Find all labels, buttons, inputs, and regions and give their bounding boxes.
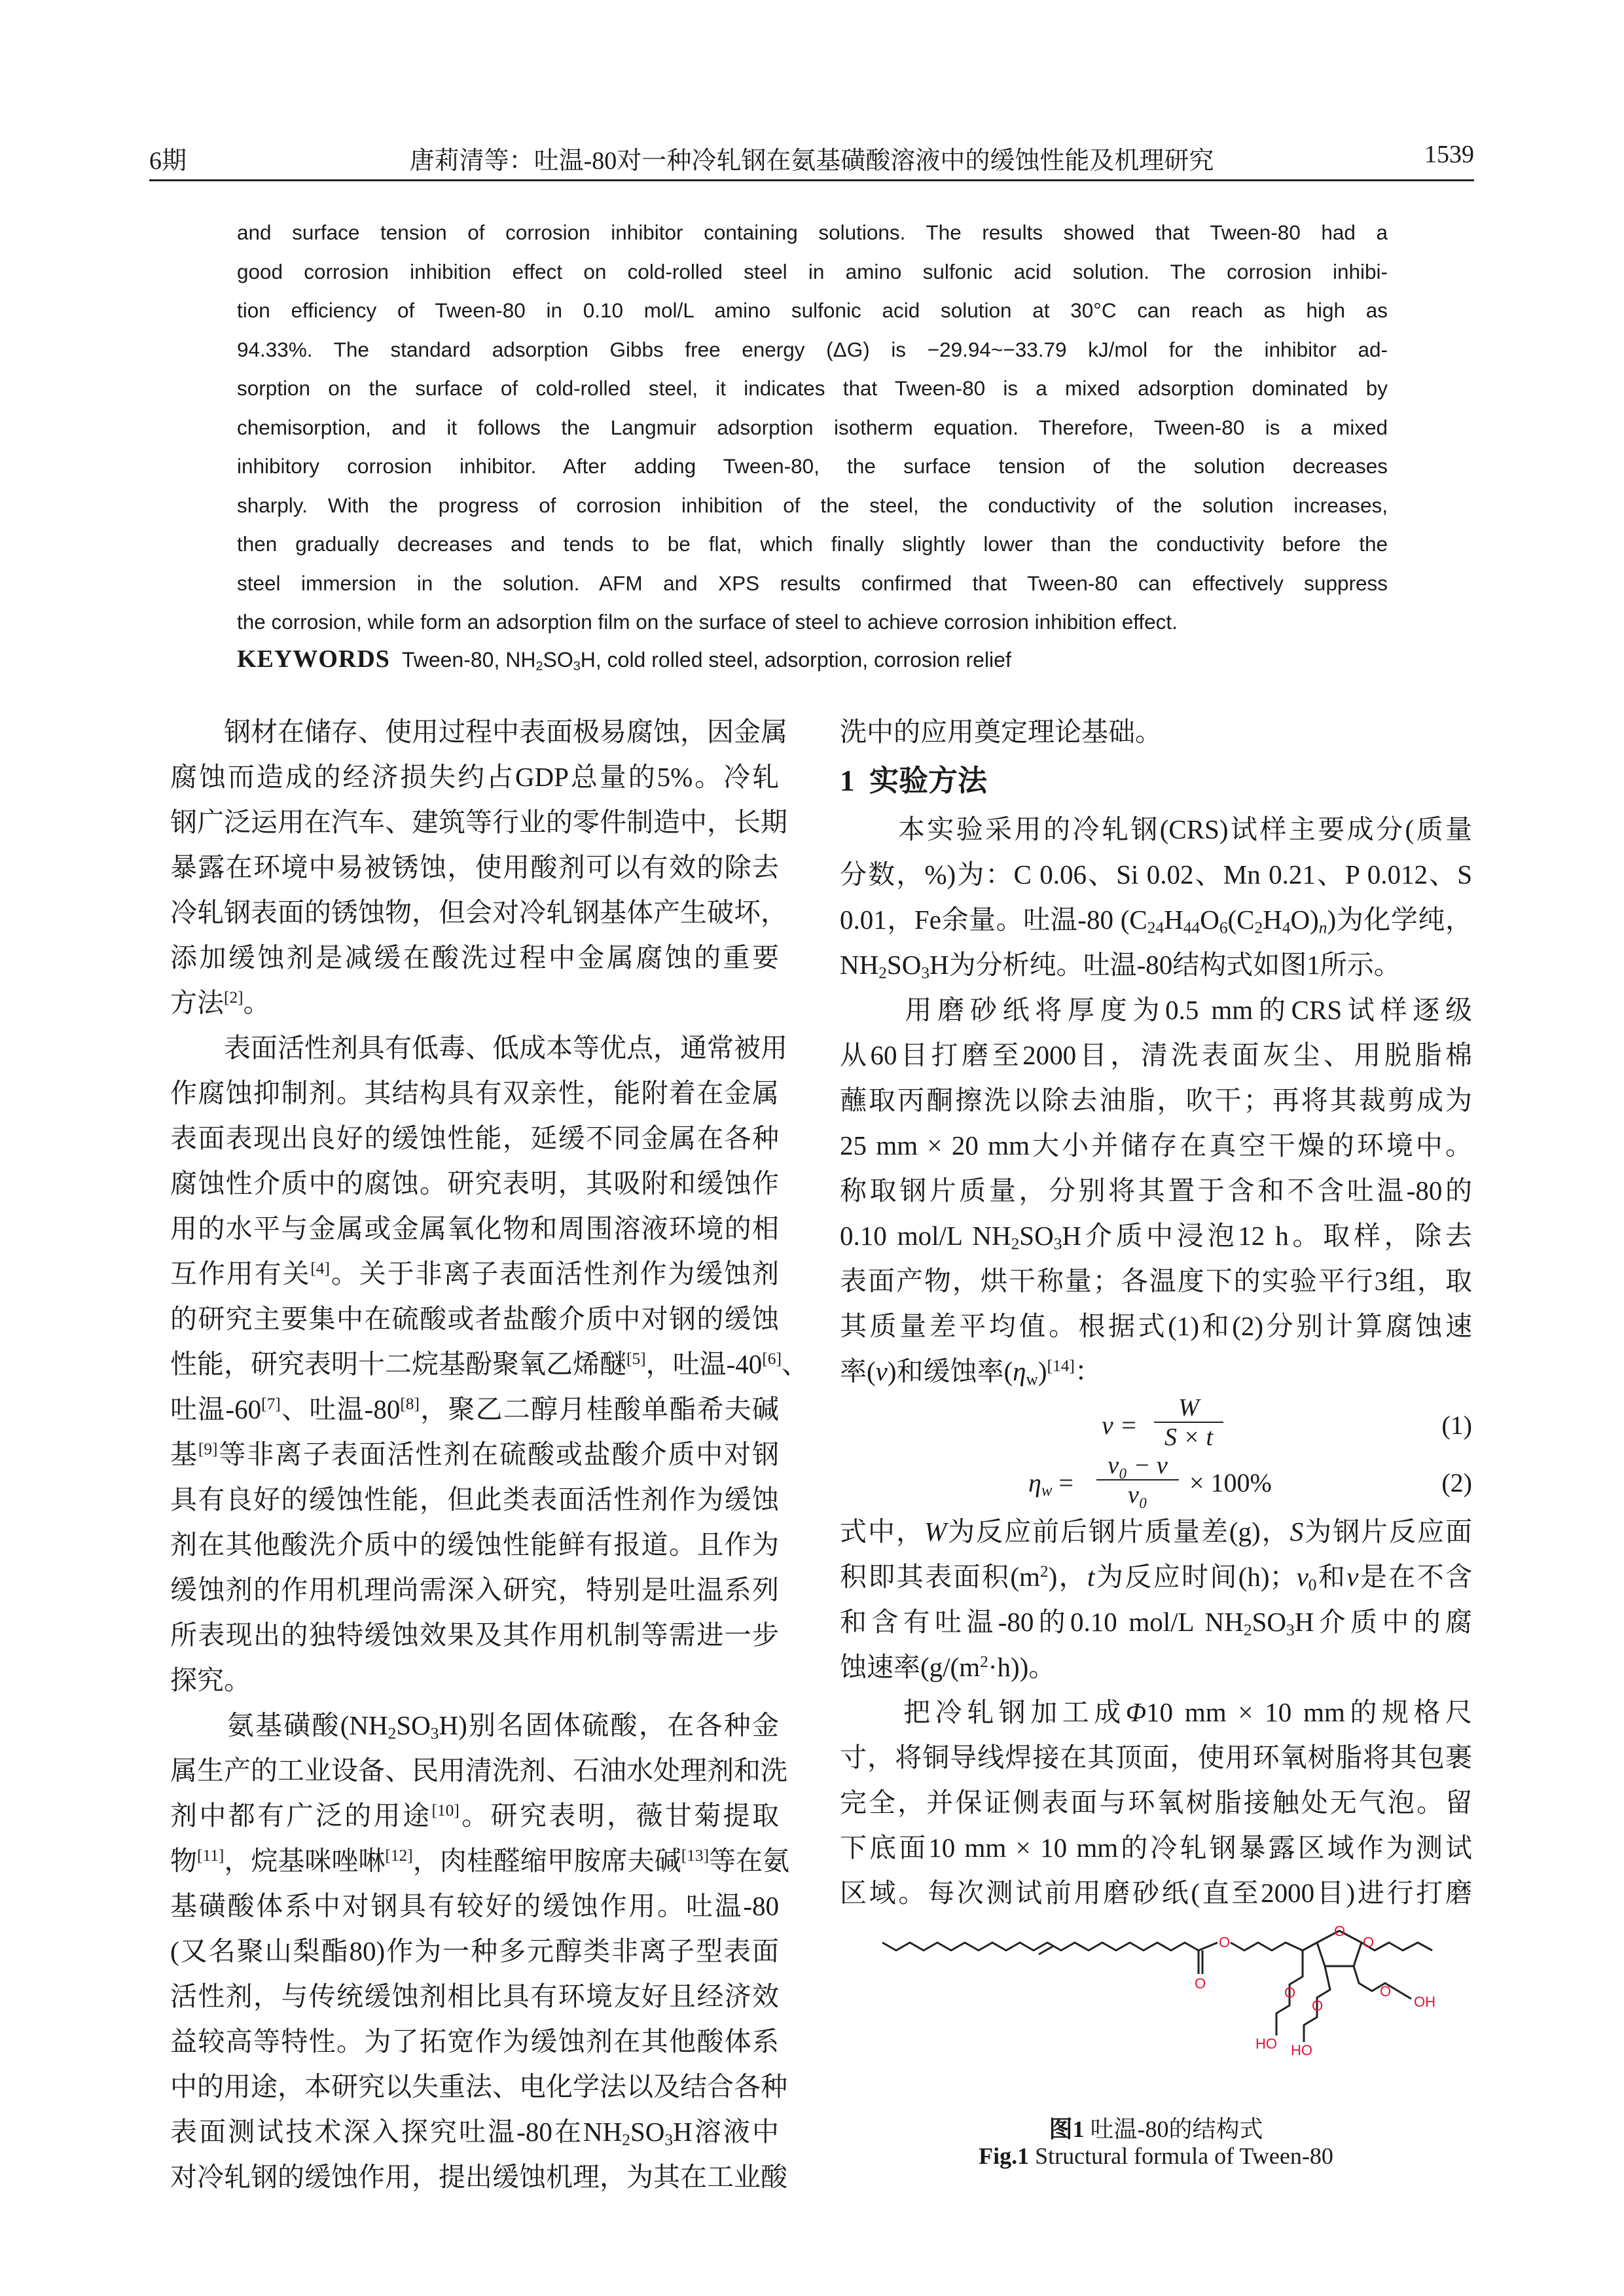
text-line: 分数，%)为：C 0.06、Si 0.02、Mn 0.21、P 0.012、S [840, 859, 1472, 889]
abstract-line: steel immersion in the solution. AFM and XPS results confirmed that Tween-80 can effectively suppress [237, 571, 1388, 595]
running-header [149, 136, 1474, 175]
citation: [9] [198, 1440, 218, 1459]
abstract-line: sorption on the surface of cold-rolled steel, it indicates that Tween-80 is a mixed adsorption dominated by [237, 376, 1388, 400]
equation-2-denominator: v₀ [1127, 1481, 1148, 1509]
text-line: 表面表现出良好的缓蚀性能，延缓不同金属在各种 [170, 1123, 779, 1153]
text-line: 用磨砂纸将厚度为0.5 mm的CRS试样逐级 [840, 995, 1472, 1025]
text-line: 从60目打磨至2000目，清洗表面灰尘、用脱脂棉 [840, 1040, 1472, 1070]
text-line: 属生产的工业设备、民用清洗剂、石油水处理剂和洗 [170, 1755, 787, 1785]
abstract-line: good corrosion inhibition effect on cold-rolled steel in amino sulfonic acid solution. The corrosion inhibi- [237, 259, 1388, 283]
keywords-text: Tween-80, $NH_2SO_3H$, cold rolled steel, adsorption, corrosion relief [401, 648, 1011, 673]
oxygen-atom: O [1380, 1983, 1392, 2000]
keywords-label: KEYWORDS [237, 645, 390, 673]
hydroxyl-group: HO [1255, 2036, 1277, 2052]
equation-1-numerator: W [1178, 1394, 1199, 1422]
abstract-line: chemisorption, and it follows the Langmuir adsorption isotherm equation. Therefore, Tween-80 is a mixed [237, 415, 1388, 439]
equation-1-denominator: S × t [1164, 1424, 1214, 1451]
page-number: 1539 [1424, 141, 1474, 168]
citation: [10] [431, 1801, 460, 1820]
text-line: 下底面10 mm × 10 mm的冷轧钢暴露区域作为测试 [840, 1833, 1472, 1863]
text-line: 基磺酸体系中对钢具有较好的缓蚀作用。吐温-80 [170, 1891, 779, 1921]
text-line: 和含有吐温-80的0.10 mol/L $NH_2SO_3H$介质中的腐 [840, 1607, 1473, 1640]
keywords [237, 645, 1388, 684]
citation: [8] [400, 1395, 420, 1414]
structural-formula-figure [877, 1924, 1466, 2088]
ethoxy-chain [1231, 1943, 1317, 1950]
text-line: 腐蚀性介质中的腐蚀。研究表明，其吸附和缓蚀作 [170, 1168, 779, 1198]
text-line: 0.10 mol/L $NH_2SO_3H$介质中浸泡12 h。取样，除去 [840, 1221, 1473, 1253]
oxygen-atom: O [1334, 1923, 1346, 1939]
citation: [11] [197, 1846, 225, 1865]
text-line: 完全，并保证侧表面与环氧树脂接触处无气泡。留 [840, 1787, 1472, 1818]
equation-2-tail: × 100% [1189, 1468, 1272, 1498]
equation-2-lhs: $\eta_w$ = [1028, 1468, 1074, 1500]
text-line: 钢广泛运用在汽车、建筑等行业的零件制造中，长期 [170, 807, 787, 837]
abstract-line: sharply. With the progress of corrosion inhibition of the steel, the conductivity of the solution increases, [237, 493, 1388, 517]
text-line: 性能，研究表明十二烷基酚聚氧乙烯醚[5]，吐温-40[6]、 [170, 1349, 808, 1379]
equation-1-number: (1) [1441, 1410, 1472, 1440]
text-line: 腐蚀而造成的经济损失约占GDP总量的5%。冷轧 [170, 762, 779, 792]
text-line: $NH_2SO_3H$为分析纯。吐温-80结构式如图1所示。 [840, 950, 1401, 982]
oxygen-atom: O [1284, 1984, 1296, 2001]
section-number: 1 [840, 764, 855, 797]
text-line: 0.01，Fe余量。吐温-80 $(C_{24}H_{44}O_6(C_2H_4O)_n)$为化学纯， [840, 905, 1472, 937]
abstract-line: tion efficiency of Tween-80 in 0.10 mol/L amino sulfonic acid solution at 30°C can reach as high as [237, 298, 1388, 322]
citation: [4] [310, 1259, 330, 1278]
equation-2 [840, 1452, 1472, 1509]
abstract-line: inhibitory corrosion inhibitor. After adding Tween-80, the surface tension of the solution decreases [237, 454, 1388, 478]
text-line: 方法[2]。 [170, 988, 270, 1018]
text-line: 所表现出的独特缓蚀效果及其作用机制等需进一步 [170, 1620, 779, 1650]
text-line: 暴露在环境中易被锈蚀，使用酸剂可以有效的除去 [170, 852, 779, 882]
abstract-line: 94.33%. The standard adsorption Gibbs free energy (ΔG) is −29.94~−33.79 kJ/mol for the inhibitor ad- [237, 337, 1388, 361]
section-heading [840, 755, 1472, 807]
issue-number: 6期 [149, 147, 187, 175]
text-line: 表面测试技术深入探究吐温-80在$NH_2SO_3H$溶液中 [170, 2117, 780, 2149]
oxygen-atom: O [1195, 1975, 1206, 1992]
citation: [13] [681, 1846, 710, 1865]
text-line: 添加缓蚀剂是减缓在酸洗过程中金属腐蚀的重要 [170, 942, 779, 973]
running-title: 唐莉清等：吐温-80对一种冷轧钢在氨基磺酸溶液中的缓蚀性能及机理研究 [409, 147, 1214, 175]
text-line: 剂在其他酸洗介质中的缓蚀性能鲜有报道。且作为 [170, 1530, 779, 1560]
carbon-chain [882, 1931, 1432, 2042]
text-line: 率(v)和缓蚀率$(\eta_w)[14]$： [840, 1356, 1102, 1389]
oxygen-atom: O [1363, 1934, 1375, 1950]
citation: [7] [261, 1395, 281, 1414]
citation: [14] [1047, 1357, 1075, 1376]
header-rule [149, 179, 1474, 181]
abstract-line: the corrosion, while form an adsorption film on the surface of steel to achieve corrosion inhibition effect. [237, 610, 1178, 634]
text-line: 益较高等特性。为了拓宽作为缓蚀剂在其他酸体系 [170, 2026, 779, 2056]
section-title: 实验方法 [869, 764, 988, 797]
text-line: 缓蚀剂的作用机理尚需深入研究，特别是吐温系列 [170, 1575, 779, 1605]
text-line: 互作用有关[4]。关于非离子表面活性剂作为缓蚀剂 [170, 1259, 779, 1289]
equation-2-numerator: v₀ − v [1108, 1452, 1168, 1479]
text-line: 寸，将铜导线焊接在其顶面，使用环氧树脂将其包裹 [840, 1742, 1472, 1772]
abstract-continuation [237, 213, 1388, 642]
oxygen-atom: O [1312, 1998, 1324, 2014]
text-line: 式中，W为反应前后钢片质量差(g)，S为钢片反应面 [840, 1516, 1472, 1547]
ester-chain [1199, 1943, 1218, 1950]
tween-80-structure [877, 1924, 1466, 2088]
text-line: 本实验采用的冷轧钢(CRS)试样主要成分(质量 [840, 814, 1472, 844]
text-line: 区域。每次测试前用磨砂纸(直至2000目)进行打磨 [840, 1878, 1472, 1908]
equation-1-fraction [1153, 1394, 1225, 1452]
text-line: (又名聚山梨酯80)作为一种多元醇类非离子型表面 [170, 1936, 779, 1966]
equation-1 [840, 1394, 1472, 1452]
text-line: 把冷轧钢加工成Φ10 mm × 10 mm的规格尺 [840, 1697, 1473, 1727]
text-line: 探究。 [170, 1665, 251, 1695]
hydroxyl-group: OH [1414, 1994, 1435, 2010]
text-line: 钢材在储存、使用过程中表面极易腐蚀，因金属 [170, 717, 787, 747]
text-line: 对冷轧钢的缓蚀作用，提出缓蚀机理，为其在工业酸 [170, 2162, 787, 2192]
text-line: 称取钢片质量，分别将其置于含和不含吐温-80的 [840, 1175, 1472, 1206]
text-line: 表面活性剂具有低毒、低成本等优点，通常被用 [170, 1033, 787, 1063]
text-line: 的研究主要集中在硫酸或者盐酸介质中对钢的缓蚀 [170, 1304, 779, 1334]
text-line: 蚀速率$(g/(m^2\cdot h))$。 [840, 1652, 1056, 1682]
text-line: 剂中都有广泛的用途[10]。研究表明，薇甘菊提取 [170, 1801, 779, 1831]
equation-2-fraction [1095, 1452, 1180, 1509]
oxygen-atom: O [1219, 1934, 1231, 1950]
hydroxyl-group: HO [1291, 2042, 1312, 2058]
abstract-line: then gradually decreases and tends to be flat, which finally slightly lower than the conductivity before the [237, 532, 1388, 556]
text-line: 物[11]，烷基咪唑啉[12]，肉桂醛缩甲胺席夫碱[13]等在氨 [170, 1846, 790, 1876]
alkyl-chain [882, 1943, 1199, 1950]
text-line: 25 mm × 20 mm大小并储存在真空干燥的环境中。 [840, 1130, 1472, 1160]
text-line: 表面产物，烘干称量；各温度下的实验平行3组，取 [840, 1266, 1472, 1296]
text-line: 基[9]等非离子表面活性剂在硫酸或盐酸介质中对钢 [170, 1439, 779, 1469]
right-column [840, 709, 1472, 1916]
text-line: 氨基磺酸$(NH_2SO_3H)$别名固体硫酸，在各种金 [170, 1710, 780, 1743]
text-line: 吐温-60[7]、吐温-80[8]，聚乙二醇月桂酸单酯希夫碱 [170, 1394, 780, 1424]
text-line: 冷轧钢表面的锈蚀物，但会对冷轧钢基体产生破坏， [170, 897, 787, 927]
double-bond [1039, 1946, 1053, 1954]
equation-2-number: (2) [1441, 1468, 1472, 1498]
text-line: 作腐蚀抑制剂。其结构具有双亲性，能附着在金属 [170, 1078, 779, 1108]
text-line: 积即其表面积$(m^2)$，t为反应时间(h)；$v_0$和v是在不含 [840, 1562, 1473, 1594]
citation: [12] [385, 1846, 413, 1865]
citation: [6] [762, 1350, 782, 1369]
left-column [170, 709, 808, 2200]
text-line: 洗中的应用奠定理论基础。 [840, 717, 1162, 747]
text-line: 具有良好的缓蚀性能，但此类表面活性剂作为缓蚀 [170, 1484, 779, 1515]
text-line: 蘸取丙酮擦洗以除去油脂，吹干；再将其裁剪成为 [840, 1085, 1472, 1115]
figure-caption-cn: 图1 吐温-80的结构式 [1049, 2116, 1263, 2142]
equation-1-lhs: v = [1102, 1410, 1138, 1440]
abstract-line: and surface tension of corrosion inhibitor containing solutions. The results showed that Tween-80 had a [237, 221, 1388, 244]
text-line: 活性剂，与传统缓蚀剂相比具有环境友好且经济效 [170, 1981, 779, 2011]
text-line: 中的用途，本研究以失重法、电化学法以及结合各种 [170, 2072, 787, 2102]
text-line: 用的水平与金属或金属氧化物和周围溶液环境的相 [170, 1213, 779, 1244]
text-line: 其质量差平均值。根据式(1)和(2)分别计算腐蚀速 [840, 1311, 1472, 1341]
citation: [5] [626, 1350, 646, 1369]
citation: [2] [224, 988, 244, 1007]
figure-caption-en: Fig.1 Structural formula of Tween-80 [979, 2143, 1333, 2169]
